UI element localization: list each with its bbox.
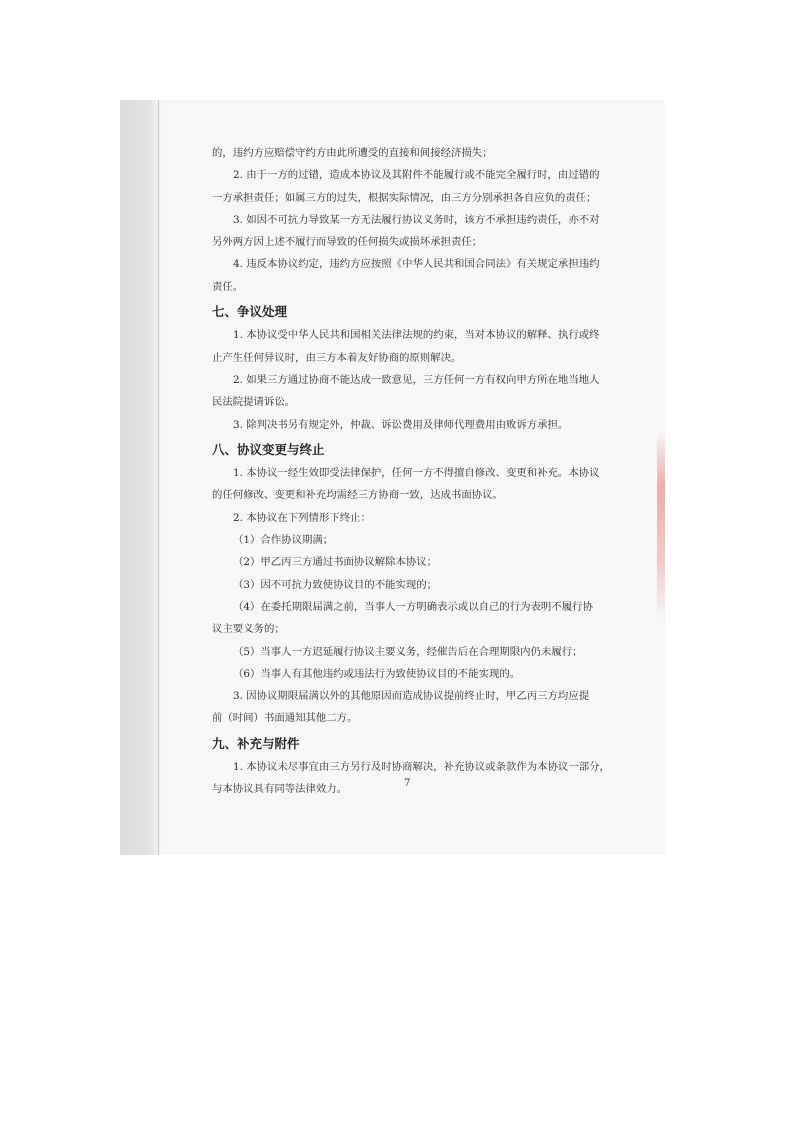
paragraph-line: 1. 本协议未尽事宜由三方另行及时协商解决，补充协议或条款作为本协议一部分， bbox=[233, 761, 610, 774]
paragraph-line: 2. 由于一方的过错，造成本协议及其附件不能履行或不能完全履行时，由过错的 bbox=[233, 169, 600, 182]
paragraph-line: （5）当事人一方迟延履行协议主要义务，经催告后在合理期限内仍未履行； bbox=[233, 645, 583, 658]
paragraph-line: （1）合作协议期满； bbox=[233, 534, 334, 547]
red-seal-stamp-edge bbox=[657, 430, 665, 620]
section-heading: 七、争议处理 bbox=[212, 304, 288, 320]
section-heading: 九、补充与附件 bbox=[212, 735, 300, 751]
paragraph-line: 1. 本协议受中华人民共和国相关法律法规的约束，当对本协议的解释、执行或终 bbox=[233, 329, 600, 342]
document-body bbox=[212, 142, 640, 801]
paragraph-line: 3. 如因不可抗力导致某一方无法履行协议义务时，该方不承担违约责任，亦不对 bbox=[233, 213, 600, 226]
paragraph-line: 责任。 bbox=[212, 280, 244, 293]
paragraph-line: 与本协议具有同等法律效力。 bbox=[212, 783, 348, 796]
section-heading: 八、协议变更与终止 bbox=[212, 441, 325, 457]
paragraph-line: 前（时间）书面通知其他二方。 bbox=[212, 712, 358, 725]
paragraph-line: 议主要义务的； bbox=[212, 623, 285, 636]
paragraph-line: （6）当事人有其他违约或违法行为致使协议目的不能实现的。 bbox=[233, 667, 521, 680]
scan-binding-shadow bbox=[120, 100, 162, 855]
paragraph-line: （4）在委托期限届满之前，当事人一方明确表示或以自己的行为表明不履行协 bbox=[233, 600, 593, 613]
paragraph-line: 止产生任何异议时，由三方本着友好协商的原则解决。 bbox=[212, 351, 462, 364]
paragraph-line: 4. 违反本协议约定，违约方应按照《中华人民共和国合同法》有关规定承担违约 bbox=[233, 258, 600, 271]
scan-fold-line bbox=[158, 100, 159, 855]
paragraph-line: 的任何修改、变更和补充均需经三方协商一致，达成书面协议。 bbox=[212, 489, 503, 502]
page-number: 7 bbox=[404, 778, 411, 789]
paragraph-line: 民法院提请诉讼。 bbox=[212, 396, 296, 409]
paragraph-line: 2. 如果三方通过协商不能达成一致意见，三方任何一方有权向甲方所在地当地人 bbox=[233, 373, 600, 386]
paragraph-line: 3. 除判决书另有规定外，仲裁、诉讼费用及律师代理费用由败诉方承担。 bbox=[233, 418, 569, 431]
paragraph-line: 一方承担责任；如属三方的过失，根据实际情况，由三方分别承担各自应负的责任； bbox=[212, 191, 597, 204]
paragraph-line: 2. 本协议在下列情形下终止： bbox=[233, 511, 371, 524]
paragraph-line: 1. 本协议一经生效即受法律保护，任何一方不得擅自修改、变更和补充。本协议 bbox=[233, 467, 600, 480]
paragraph-line: （2）甲乙丙三方通过书面协议解除本协议； bbox=[233, 556, 438, 569]
paragraph-line: （3）因不可抗力致使协议目的不能实现的； bbox=[233, 578, 438, 591]
paragraph-line: 的，违约方应赔偿守约方由此所遭受的直接和间接经济损失； bbox=[212, 147, 493, 159]
paragraph-line: 另外两方因上述不履行而导致的任何损失或损坏承担责任； bbox=[212, 236, 483, 249]
paragraph-line: 3. 因协议期限届满以外的其他原因而造成协议提前终止时，甲乙丙三方均应提 bbox=[233, 690, 590, 703]
